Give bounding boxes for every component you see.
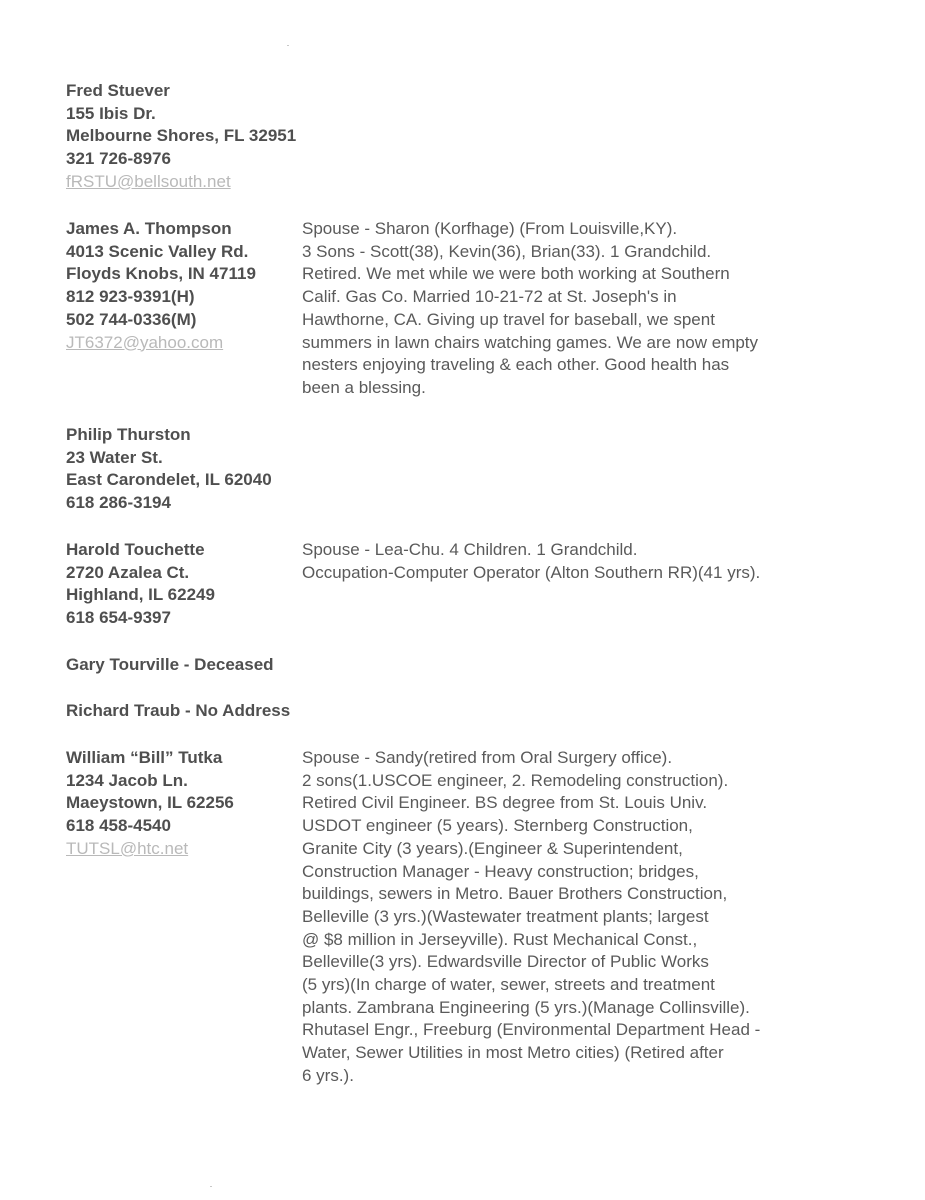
contact-city: Floyds Knobs, IN 47119 [66, 264, 256, 284]
note-line: Spouse - Lea-Chu. 4 Children. 1 Grandchild. [302, 540, 638, 559]
contact-phone-mobile: 502 744-0336(M) [66, 309, 197, 329]
notes-block [302, 539, 866, 584]
scan-speck [210, 1186, 212, 1187]
note-line: buildings, sewers in Metro. Bauer Brothers Construction, [302, 884, 728, 904]
contact-phone: 618 458-4540 [66, 816, 171, 836]
contact-street: 1234 Jacob Ln. [66, 770, 188, 790]
notes-block [302, 747, 866, 1088]
scan-speck [287, 45, 289, 46]
contact-city: East Carondelet, IL 62040 [66, 470, 272, 490]
single-line-entry: Richard Traub - No Address [66, 701, 291, 720]
contact-name: Philip Thurston [66, 425, 191, 444]
note-line: been a blessing. [302, 377, 426, 397]
contact-name: Harold Touchette [66, 540, 205, 559]
note-line: Granite City (3 years).(Engineer & Superintendent, [302, 838, 683, 858]
contact-street: 155 Ibis Dr. [66, 103, 156, 123]
email-link[interactable]: TUTSL@htc.net [66, 838, 189, 858]
entry-richard-traub [66, 700, 866, 723]
contact-name: James A. Thompson [66, 219, 232, 238]
contact-block [66, 747, 306, 861]
single-line-entry: Gary Tourville - Deceased [66, 655, 274, 674]
email-link[interactable]: JT6372@yahoo.com [66, 332, 224, 352]
note-line: Rhutasel Engr., Freeburg (Environmental Department Head - [302, 1020, 761, 1040]
contact-block [66, 218, 306, 354]
note-line: Retired. We met while we were both working at Southern [302, 264, 730, 284]
note-line: Calif. Gas Co. Married 10-21-72 at St. Joseph's in [302, 287, 677, 307]
note-line: 3 Sons - Scott(38), Kevin(36), Brian(33). 1 Grandchild. [302, 241, 712, 261]
note-line: Hawthorne, CA. Giving up travel for baseball, we spent [302, 309, 715, 329]
contact-city: Maeystown, IL 62256 [66, 793, 234, 813]
contact-street: 23 Water St. [66, 447, 163, 467]
note-line: Belleville(3 yrs). Edwardsville Director of Public Works [302, 952, 709, 972]
note-line: @ $8 million in Jerseyville). Rust Mechanical Const., [302, 929, 698, 949]
contact-phone: 618 654-9397 [66, 608, 171, 628]
note-line: Retired Civil Engineer. BS degree from St. Louis Univ. [302, 793, 708, 813]
contact-phone-home: 812 923-9391(H) [66, 287, 195, 307]
note-line: USDOT engineer (5 years). Sternberg Construction, [302, 816, 693, 836]
note-line: 6 yrs.). [302, 1065, 354, 1085]
note-line: Belleville (3 yrs.)(Wastewater treatment plants; largest [302, 906, 709, 926]
contact-block [66, 80, 306, 194]
note-line: Construction Manager - Heavy construction; bridges, [302, 861, 699, 881]
entry-gary-tourville [66, 654, 866, 677]
note-line: plants. Zambrana Engineering (5 yrs.)(Manage Collinsville). [302, 997, 750, 1017]
note-line: Water, Sewer Utilities in most Metro cities) (Retired after [302, 1043, 724, 1063]
note-line: (5 yrs)(In charge of water, sewer, streets and treatment [302, 975, 715, 995]
contact-name: Fred Stuever [66, 81, 170, 100]
contact-phone: 321 726-8976 [66, 149, 171, 169]
contact-phone: 618 286-3194 [66, 493, 171, 513]
note-line: summers in lawn chairs watching games. We are now empty [302, 332, 759, 352]
contact-block [66, 424, 366, 515]
note-line: Spouse - Sharon (Korfhage) (From Louisville,KY). [302, 219, 678, 238]
contact-city: Highland, IL 62249 [66, 585, 215, 605]
contact-name: William “Bill” Tutka [66, 748, 223, 767]
contact-block [66, 539, 306, 630]
notes-block [302, 218, 866, 400]
note-line: Spouse - Sandy(retired from Oral Surgery office). [302, 748, 673, 767]
note-line: Occupation-Computer Operator (Alton Southern RR)(41 yrs). [302, 562, 761, 582]
contact-city: Melbourne Shores, FL 32951 [66, 126, 297, 146]
note-line: 2 sons(1.USCOE engineer, 2. Remodeling construction). [302, 770, 729, 790]
contact-street: 2720 Azalea Ct. [66, 562, 190, 582]
note-line: nesters enjoying traveling & each other. Good health has [302, 355, 730, 375]
contact-street: 4013 Scenic Valley Rd. [66, 241, 249, 261]
email-link[interactable]: fRSTU@bellsouth.net [66, 171, 231, 191]
